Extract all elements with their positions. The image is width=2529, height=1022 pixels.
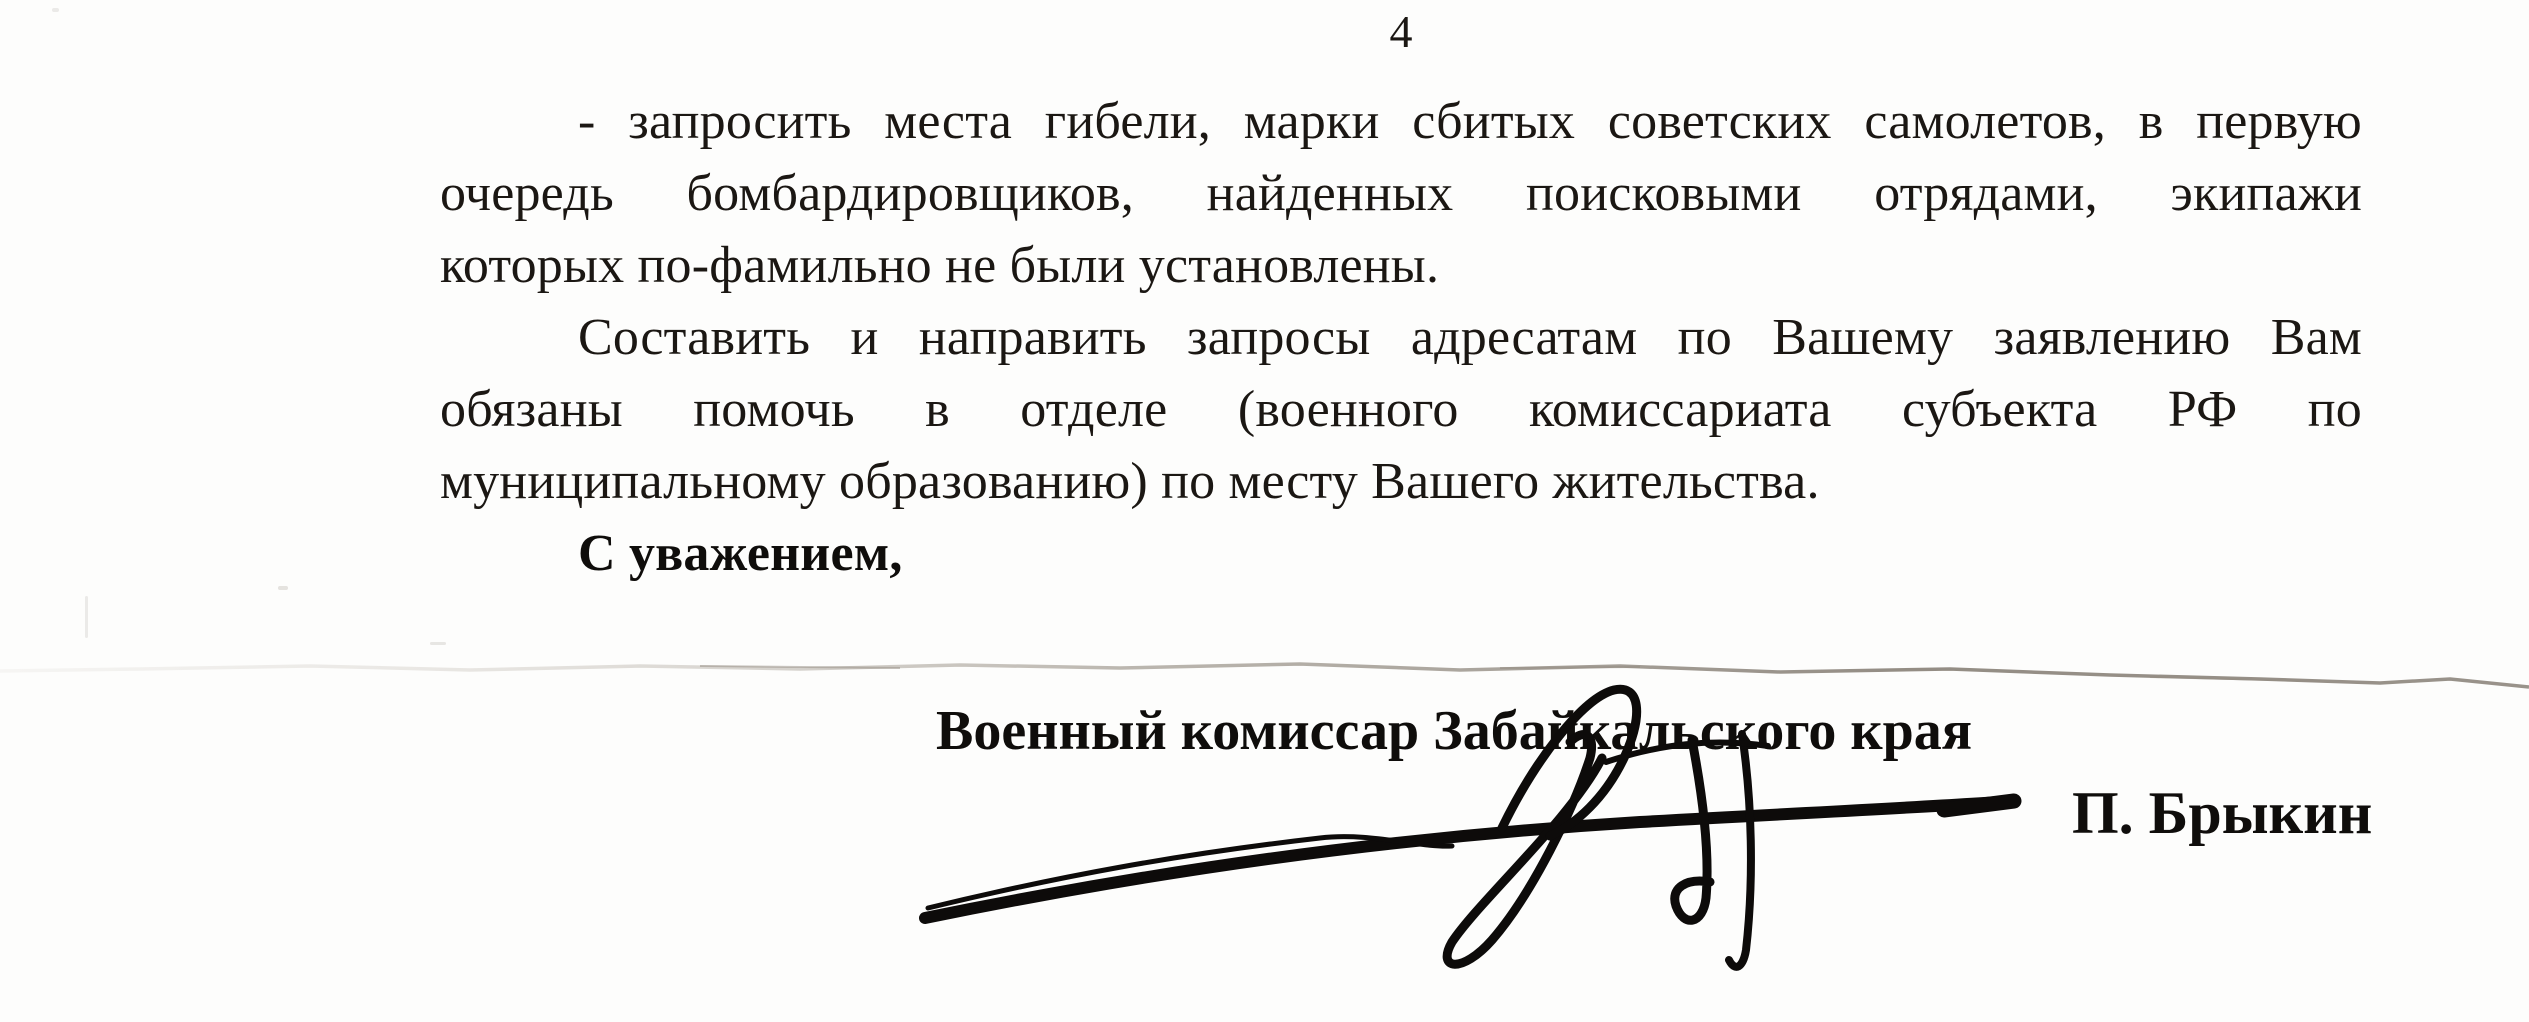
letter-body	[440, 86, 2362, 590]
body-line: - запросить места гибели, марки сбитых советских самолетов, в первую	[578, 93, 2362, 150]
signature-name: П. Брыкин	[2072, 780, 2373, 846]
closing-line: С уважением,	[578, 525, 903, 582]
scan-speck	[85, 596, 88, 638]
scan-speck	[430, 642, 446, 645]
body-line: муниципальному образованию) по месту Вашего жительства.	[440, 453, 1820, 510]
body-line: Составить и направить запросы адресатам по Вашему заявлению Вам	[578, 309, 2362, 366]
scan-speck	[278, 586, 288, 590]
page-number: 4	[1389, 6, 1413, 57]
body-line: очередь бомбардировщиков, найденных поисковыми отрядами, экипажи	[440, 165, 2362, 222]
body-line: которых по-фамильно не были установлены.	[440, 237, 1440, 294]
body-line: обязаны помочь в отделе (военного комиссариата субъекта РФ по	[440, 381, 2362, 438]
signature-title: Военный комиссар Забайкальского края	[936, 700, 1973, 762]
scan-speck	[52, 8, 59, 12]
